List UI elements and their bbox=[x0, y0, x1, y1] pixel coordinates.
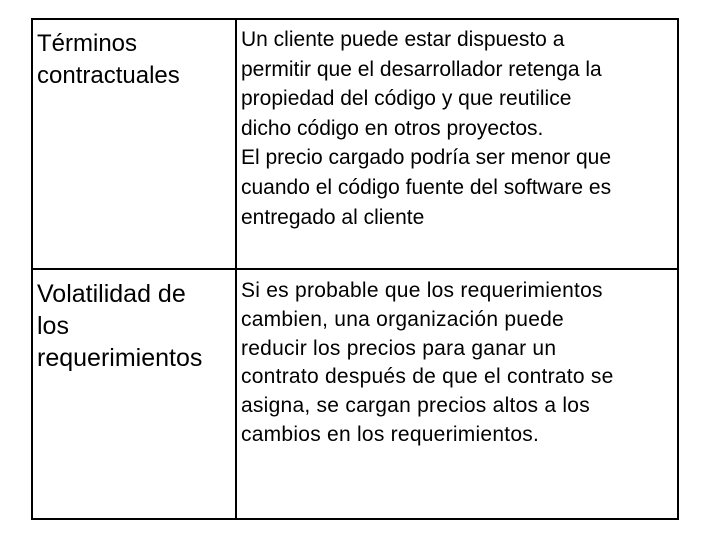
column-divider bbox=[235, 20, 237, 518]
description-paragraph: Si es probable que los requerimientos cambien, una organización puede reducir los precios para ganar un contrato después de que el contrato se asigna, se cargan precios altos a los cambios en los requerimientos. bbox=[241, 279, 614, 446]
table-row bbox=[33, 20, 677, 270]
description-cell bbox=[241, 25, 677, 232]
description-paragraph: El precio cargado podría ser menor que cuando el código fuente del software es entregado al cliente bbox=[241, 146, 612, 229]
pricing-factors-table bbox=[31, 18, 679, 520]
term-cell: Términos contractuales bbox=[37, 30, 180, 89]
term-cell: Volatilidad de los requerimientos bbox=[37, 280, 203, 372]
table-row bbox=[33, 270, 677, 518]
description-cell bbox=[241, 277, 677, 450]
description-paragraph: Un cliente puede estar dispuesto a permitir que el desarrollador retenga la propiedad del código y que reutilice dicho código en otros proyectos. bbox=[241, 28, 602, 140]
